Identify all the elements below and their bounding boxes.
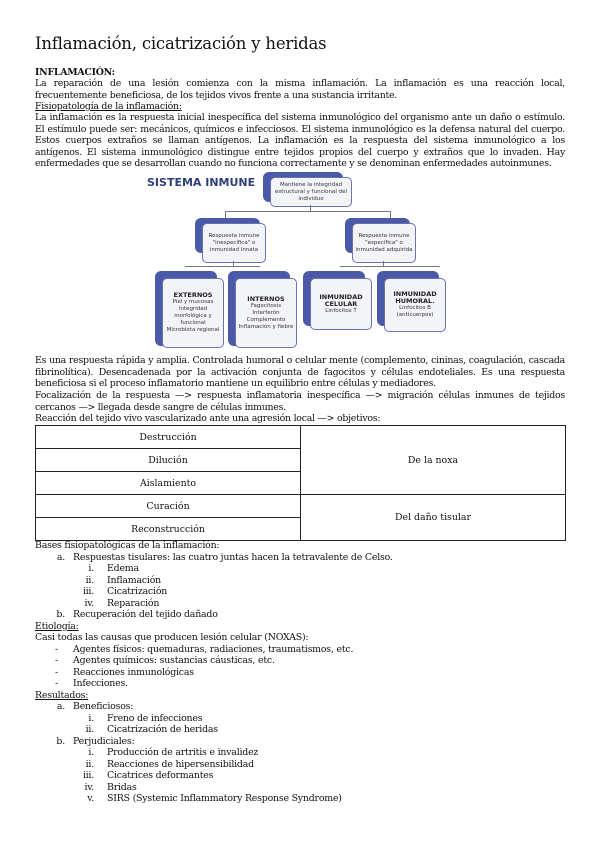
paragraph-2: Es una respuesta rápida y amplia. Controlada humoral o celular mente (complemento, cininas, coagulación, cascada fibrinolítica). Desencadenada por la activación conjunta de fagocitos y células endoteliales. Es una respuesta beneficiosa si el proceso inflamatorio mantiene un equilibrio entre células y mediadores.: [35, 355, 565, 390]
list-marker: iii.: [82, 586, 94, 597]
list-item: Recuperación del tejido dañado: [73, 609, 218, 620]
list-marker: -: [55, 655, 58, 666]
list-item: Bridas: [107, 782, 137, 793]
list-marker: b.: [56, 736, 65, 747]
list-item: Beneficiosos:: [73, 701, 134, 712]
list-marker: iv.: [84, 782, 94, 793]
externos-item: Microbiota regional: [166, 327, 220, 333]
list-marker: ii.: [85, 575, 94, 586]
list-marker: i.: [88, 747, 94, 758]
list-item: Reparación: [107, 598, 160, 609]
list-marker: i.: [88, 713, 94, 724]
resultados-heading: Resultados:: [35, 690, 89, 701]
list-marker: -: [55, 678, 58, 689]
list-item: Edema: [107, 563, 139, 574]
diagram-celular-box: [310, 278, 372, 330]
list-item: Infecciones.: [73, 678, 128, 689]
list-item: Cicatrización de heridas: [107, 724, 218, 735]
table-cell: De la noxa: [301, 426, 566, 495]
list-item: Agentes químicos: sustancias cáusticas, etc.: [73, 655, 275, 666]
list-marker: i.: [88, 563, 94, 574]
table-cell: Reconstrucción: [36, 518, 301, 541]
list-marker: b.: [56, 609, 65, 620]
diagram-root-box: Mantiene la integridad estructural y funcional del individuo: [270, 177, 352, 207]
list-item: Reacciones inmunológicas: [73, 667, 194, 678]
list-marker: v.: [87, 793, 94, 804]
table-cell: Destrucción: [36, 426, 301, 449]
externos-title: EXTERNOS: [173, 291, 213, 299]
etiologia-heading: Etiología:: [35, 621, 79, 632]
list-item: Cicatrización: [107, 586, 168, 597]
internos-item: Interferón: [252, 309, 280, 316]
list-item: Perjudiciales:: [73, 736, 135, 747]
list-item: Agentes físicos: quemaduras, radiaciones, traumatismos, etc.: [73, 644, 354, 655]
externos-item: Integridad morfológica y funcional: [174, 306, 212, 326]
list-item: Producción de artritis e invalidez: [107, 747, 259, 758]
list-marker: -: [55, 667, 58, 678]
diagram-internos-box: [235, 278, 297, 348]
objectives-table: [35, 425, 566, 541]
table-cell: Aislamiento: [36, 472, 301, 495]
celular-sub: Linfocitos T: [325, 307, 357, 314]
etiologia-intro: Casi todas las causas que producen lesión celular (NOXAS):: [35, 632, 309, 643]
page-title: Inflamación, cicatrización y heridas: [35, 34, 327, 53]
list-marker: a.: [56, 701, 65, 712]
list-marker: ii.: [85, 759, 94, 770]
list-item: Reacciones de hipersensibilidad: [107, 759, 254, 770]
diagram-externos-box: [162, 278, 224, 348]
humoral-title: INMUNIDAD HUMORAL.: [393, 290, 437, 305]
diagram-especifica-box: Respuesta inmune "específica" o inmunidad adquirida: [352, 223, 416, 263]
paragraph-3: Focalización de la respuesta —> respuesta inflamatoria inespecífica —> migración células inmunes de tejidos cercanos —> llegada desde sangre de células inmunes.: [35, 390, 565, 413]
paragraph-4: Reacción del tejido vivo vascularizado ante una agresión local —> objetivos:: [35, 413, 381, 424]
table-cell: Dilución: [36, 449, 301, 472]
internos-item: Complemento: [246, 316, 286, 323]
fisio-paragraph: La inflamación es la respuesta inicial inespecífica del sistema inmunológico del organismo ante un daño o estímulo. El estímulo puede ser: mecánicos, químicos e infecciosos. El sistema inmunológico es la defensa natural del cuerpo. Estos cuerpos extraños se llaman antígenos. La inflamación es la respuesta del sistema inmunológico a los antígenos. El sistema inmunológico distingue entre tejidos propios del cuerpo y extraños que lo invaden. Hay enfermedades que se desarrollan cuando no funciona correctamente y se denominan enfermedades autoinmunes.: [35, 112, 565, 170]
intro-paragraph: La reparación de una lesión comienza con la misma inflamación. La inflamación es una reacción local, frecuentemente beneficiosa, de los tejidos vivos frente a una sustancia irritante.: [35, 78, 565, 101]
immune-system-diagram: [145, 168, 480, 348]
diagram-title: SISTEMA INMUNE: [147, 176, 256, 189]
list-item: Respuestas tisulares: las cuatro juntas hacen la tetravalente de Celso.: [73, 552, 393, 563]
humoral-sub: Linfocitos B (anticuerpos): [396, 305, 434, 318]
list-marker: -: [55, 644, 58, 655]
externos-item: Piel y mucosas: [172, 299, 214, 305]
celular-title: INMUNIDAD CELULAR: [319, 292, 363, 308]
list-marker: iv.: [84, 598, 94, 609]
internos-item: Fagocitosis: [250, 302, 282, 309]
list-item: Cicatrices deformantes: [107, 770, 214, 781]
list-item: SIRS (Systemic Inflammatory Response Syndrome): [107, 793, 342, 804]
internos-title: INTERNOS: [247, 294, 285, 303]
list-item: Freno de infecciones: [107, 713, 203, 724]
section-heading: INFLAMACIÓN:: [35, 67, 115, 78]
diagram-inespecifica-box: Respuesta inmune "inespecífica" o inmunidad innata: [202, 223, 266, 263]
list-marker: a.: [56, 552, 65, 563]
list-item: Inflamación: [107, 575, 162, 586]
table-cell: Del daño tisular: [301, 495, 566, 541]
internos-item: Inflamación y fiebre: [238, 323, 294, 330]
diagram-humoral-box: [384, 278, 446, 332]
fisio-heading: Fisiopatología de la inflamación:: [35, 101, 182, 112]
list-marker: ii.: [85, 724, 94, 735]
bases-heading: Bases fisiopatológicas de la inflamación:: [35, 540, 220, 551]
table-cell: Curación: [36, 495, 301, 518]
list-marker: iii.: [82, 770, 94, 781]
